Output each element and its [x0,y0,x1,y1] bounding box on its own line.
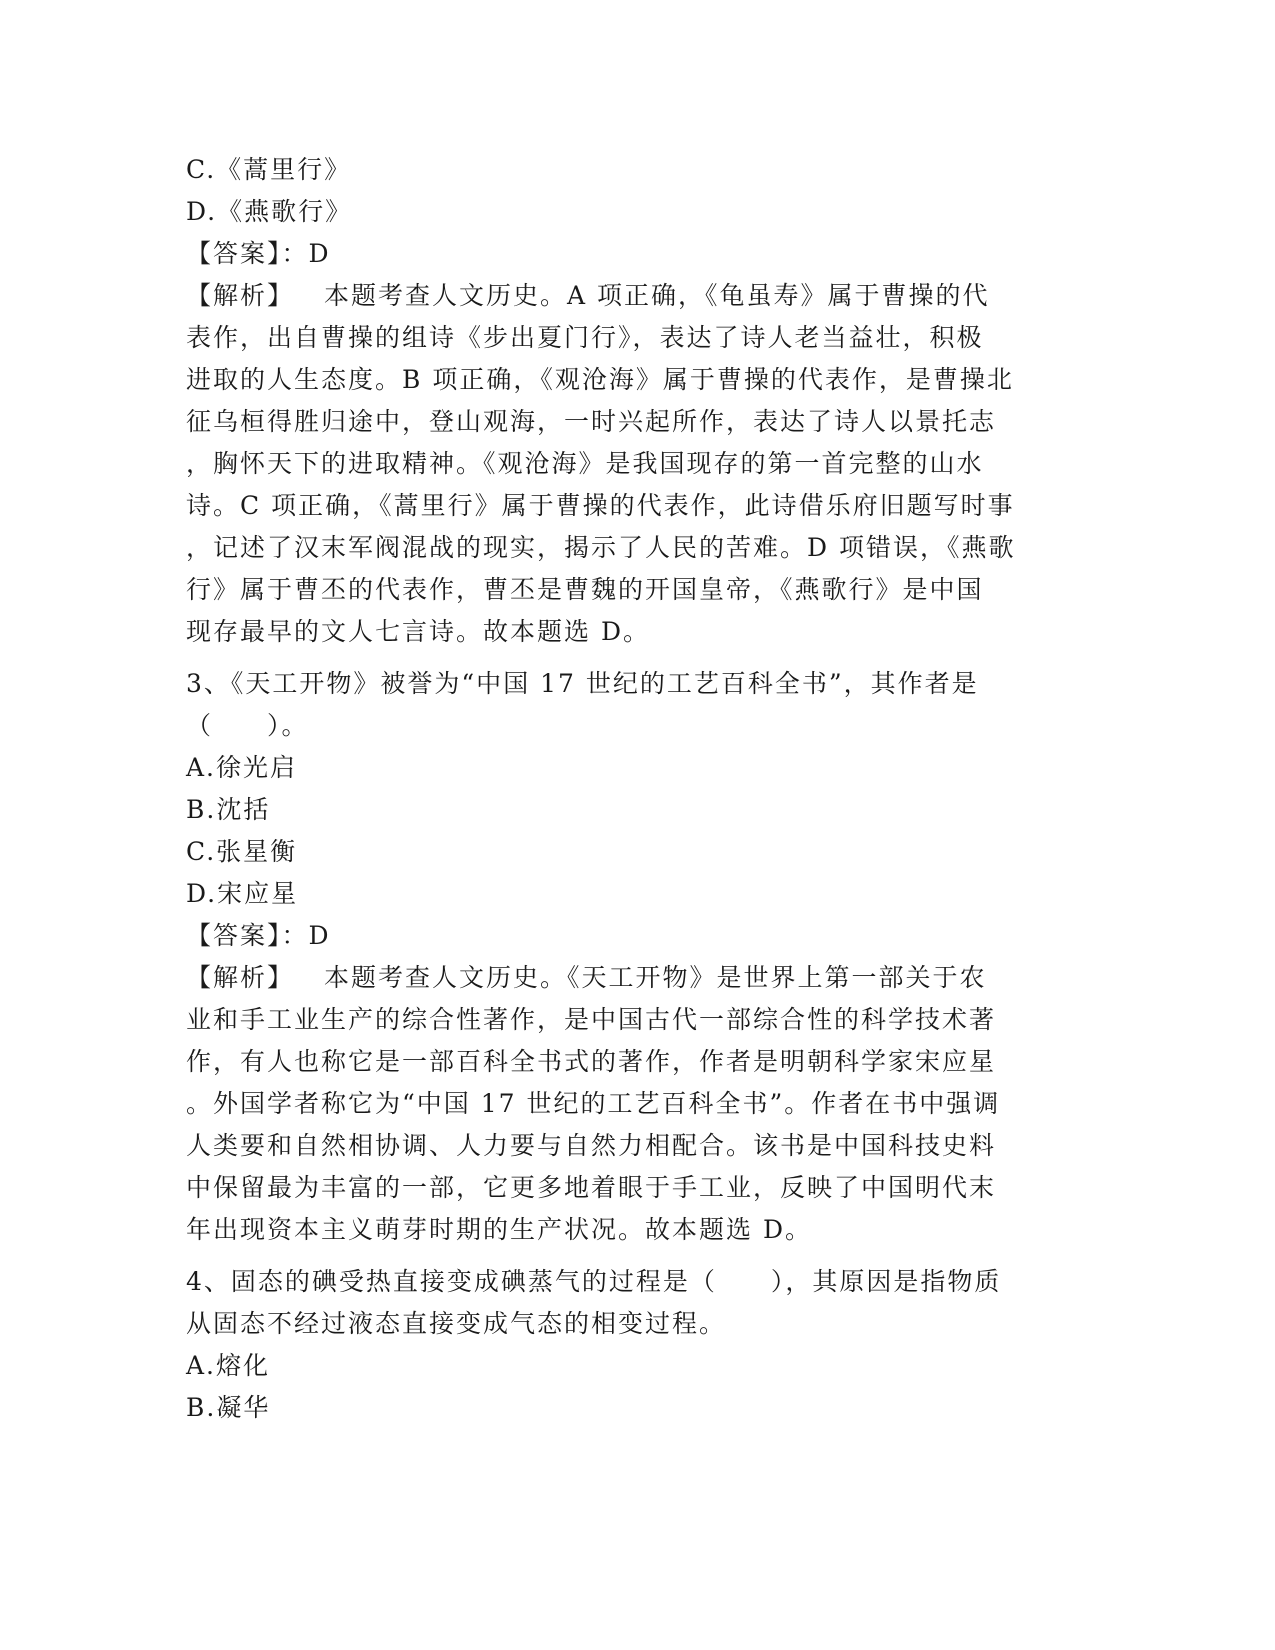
analysis-line: 人类要和自然相协调、人力要与自然力相配合。该书是中国科技史料 [186,1131,997,1160]
analysis-line: 进取的人生态度。B 项正确，《观沧海》属于曹操的代表作，是曹操北 [186,365,1014,394]
analysis-first-line [186,275,1066,317]
analysis-line: ，胸怀天下的进取精神。《观沧海》是我国现存的第一首完整的山水 [186,449,984,478]
answer-line: 【答案】：D [186,921,331,950]
analysis-line: 表作，出自曹操的组诗《步出夏门行》，表达了诗人老当益壮，积极 [186,323,984,352]
analysis-text: 本题考查人文历史。《天工开物》是世界上第一部关于农 [324,963,987,992]
question-4-stem-cont: 从固态不经过液态直接变成气态的相变过程。 [186,1309,727,1338]
page-content [186,149,1066,1429]
analysis-line: 诗。C 项正确，《蒿里行》属于曹操的代表作，此诗借乐府旧题写时事 [186,491,1015,520]
analysis-line: 现存最早的文人七言诗。故本题选 D。 [186,617,650,646]
analysis-label: 【解析】 [186,963,295,992]
option-d: D.宋应星 [186,879,299,908]
analysis-line: 业和手工业生产的综合性著作，是中国古代一部综合性的科学技术著 [186,1005,997,1034]
analysis-line: 作，有人也称它是一部百科全书式的著作，作者是明朝科学家宋应星 [186,1047,997,1076]
question-3-stem: 3、《天工开物》被誉为“中国 17 世纪的工艺百科全书”，其作者是 [186,669,979,698]
option-b: B.凝华 [186,1393,271,1422]
question-4-stem: 4、固态的碘受热直接变成碘蒸气的过程是（ ），其原因是指物质 [186,1267,1002,1296]
analysis-text: 本题考查人文历史。A 项正确，《龟虽寿》属于曹操的代 [324,281,990,310]
analysis-label: 【解析】 [186,281,295,310]
analysis-line: 行》属于曹丕的代表作，曹丕是曹魏的开国皇帝，《燕歌行》是中国 [186,575,984,604]
analysis-first-line [186,957,1066,999]
option-b: B.沈括 [186,795,271,824]
analysis-line: 。外国学者称它为“中国 17 世纪的工艺百科全书”。作者在书中强调 [186,1089,1001,1118]
option-c: C.《蒿里行》 [186,155,352,184]
analysis-line: 中保留最为丰富的一部，它更多地着眼于手工业，反映了中国明代末 [186,1173,997,1202]
question-3-stem-cont: （ ）。 [186,711,309,740]
option-a: A.熔化 [186,1351,271,1380]
analysis-line: 年出现资本主义萌芽时期的生产状况。故本题选 D。 [186,1215,812,1244]
option-d: D.《燕歌行》 [186,197,353,226]
answer-line: 【答案】：D [186,239,331,268]
option-a: A.徐光启 [186,753,298,782]
analysis-line: ，记述了汉末军阀混战的现实，揭示了人民的苦难。D 项错误，《燕歌 [186,533,1016,562]
option-c: C.张星衡 [186,837,298,866]
analysis-line: 征乌桓得胜归途中，登山观海，一时兴起所作，表达了诗人以景托志 [186,407,997,436]
